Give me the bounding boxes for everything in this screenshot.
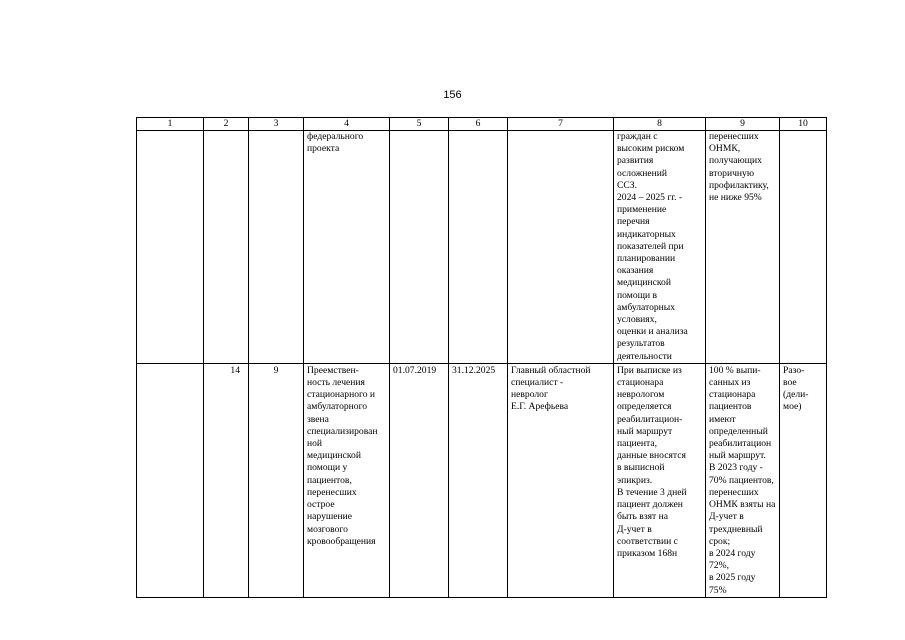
event-description: граждан с высоким риском развития осложнений ССЗ. 2024 – 2025 гг. - применение перечня индикаторных показателей при планировании оказания медицинской помощи в амбулаторных условиях, оценки и анализа результатов деятельности	[617, 131, 688, 362]
plan-table	[136, 117, 827, 598]
table-cell	[508, 131, 614, 364]
event-indicator: перенесших ОНМК, получающих вторичную профилактику, не ниже 95%	[709, 131, 769, 204]
table-cell	[249, 363, 304, 597]
table-cell	[137, 363, 204, 597]
column-number-row	[137, 118, 827, 131]
page-number: 156	[443, 89, 462, 101]
column-header: 7	[508, 118, 614, 131]
start-date: 01.07.2019	[393, 364, 437, 376]
table-cell	[614, 131, 706, 364]
responsible-person: Главный областной специалист - невролог Е.Г. Арефьева	[511, 364, 591, 413]
table-cell	[449, 363, 508, 597]
table-row	[137, 363, 827, 597]
sub-number: 9	[273, 364, 279, 376]
event-indicator: 100 % выпи- санных из стационара пациентов имеют определенный реабилитацион ный маршрут. В 2023 году - 70% пациентов, перенесших ОНМК взяты на Д-учет в трехдневный срок; в 2024 году 72%, в 2025 году 75%	[709, 364, 776, 596]
table-cell	[780, 131, 827, 364]
table-cell	[390, 363, 449, 597]
column-header: 8	[614, 118, 706, 131]
event-name: федерального проекта	[307, 131, 364, 155]
table-cell	[780, 363, 827, 597]
column-header: 6	[449, 118, 508, 131]
table-cell	[304, 363, 390, 597]
column-header: 5	[390, 118, 449, 131]
column-header: 9	[706, 118, 780, 131]
column-header: 4	[304, 118, 390, 131]
end-date: 31.12.2025	[452, 364, 496, 376]
table-cell	[304, 131, 390, 364]
table-cell	[204, 131, 249, 364]
table-cell	[137, 131, 204, 364]
table-cell	[204, 363, 249, 597]
table-cell	[449, 131, 508, 364]
table-cell	[706, 363, 780, 597]
event-description: При выписке из стационара неврологом определяется реабилитацион- ный маршрут пациента, данные вносятся в выписной эпикриз. В течение 3 дней пациент должен быть взят на Д-учет в соответствии с приказом 168н	[617, 364, 687, 559]
event-type: Разо- вое (дели- мое)	[783, 364, 809, 413]
table-cell	[249, 131, 304, 364]
table-cell	[706, 131, 780, 364]
table-row	[137, 131, 827, 364]
column-header: 1	[137, 118, 204, 131]
column-header: 3	[249, 118, 304, 131]
table-cell	[390, 131, 449, 364]
column-header: 2	[204, 118, 249, 131]
event-name: Преемствен- ность лечения стационарного и амбулаторного звена специализирован ной медицинской помощи у пациентов, перенесших острое нарушение мозгового кровообращения	[307, 364, 378, 547]
table-cell	[614, 363, 706, 597]
row-number: 14	[230, 364, 240, 376]
table-cell	[508, 363, 614, 597]
column-header: 10	[780, 118, 827, 131]
